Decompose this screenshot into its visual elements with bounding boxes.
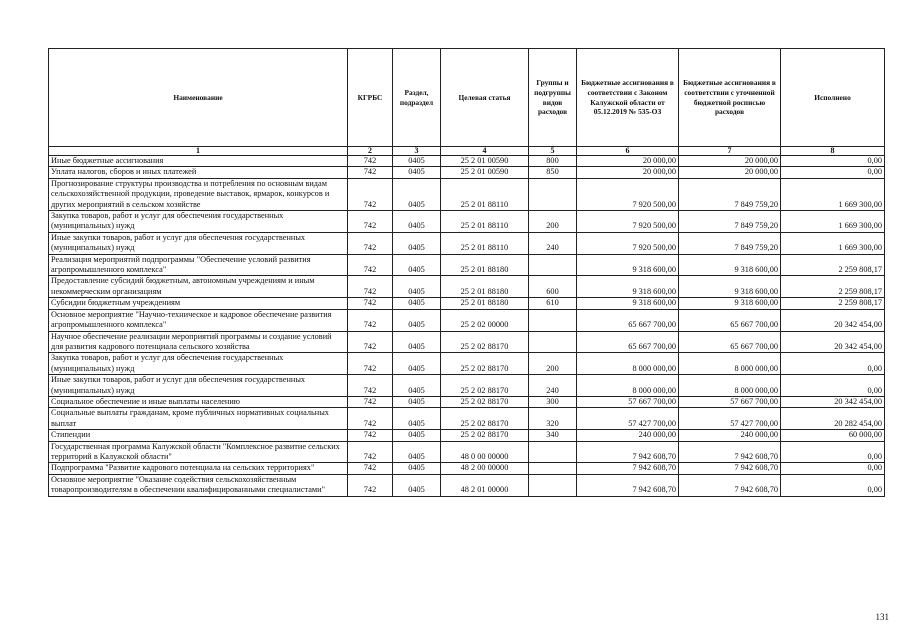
cell-law-allocation: 20 000,00 bbox=[577, 167, 679, 178]
cell-revised-allocation: 7 849 759,20 bbox=[679, 232, 781, 254]
header-executed: Исполнено bbox=[781, 49, 885, 147]
cell-executed: 1 669 300,00 bbox=[781, 211, 885, 233]
cell-name: Научное обеспечение реализации мероприятий программы и создание условий для развития кадрового потенциала сельского хозяйства bbox=[49, 331, 348, 353]
budget-execution-table bbox=[48, 48, 885, 497]
table-header-row bbox=[49, 49, 885, 147]
cell-section: 0405 bbox=[393, 474, 441, 496]
column-number: 1 bbox=[49, 147, 348, 156]
cell-revised-allocation: 7 849 759,20 bbox=[679, 178, 781, 210]
cell-law-allocation: 9 318 600,00 bbox=[577, 254, 679, 276]
cell-revised-allocation: 7 849 759,20 bbox=[679, 211, 781, 233]
cell-target-article: 25 2 01 00590 bbox=[441, 167, 529, 178]
cell-revised-allocation: 9 318 600,00 bbox=[679, 298, 781, 309]
cell-name: Основное мероприятие "Научно-техническое и кадровое обеспечение развития агропромышленного комплекса" bbox=[49, 309, 348, 331]
table-row bbox=[49, 276, 885, 298]
cell-name: Основное мероприятие "Оказание содействия сельскохозяйственным товаропроизводителям в обеспечении квалифицированными специалистами" bbox=[49, 474, 348, 496]
cell-kgrbs: 742 bbox=[348, 309, 393, 331]
budget-table-sheet bbox=[48, 48, 884, 497]
cell-section: 0405 bbox=[393, 178, 441, 210]
cell-name: Предоставление субсидий бюджетным, автономным учреждениям и иным некоммерческим организациям bbox=[49, 276, 348, 298]
cell-executed: 1 669 300,00 bbox=[781, 178, 885, 210]
header-revised-allocations: Бюджетные ассигнования в соответствии с уточненной бюджетной росписью расходов bbox=[679, 49, 781, 147]
cell-executed: 1 669 300,00 bbox=[781, 232, 885, 254]
column-number: 7 bbox=[679, 147, 781, 156]
cell-kgrbs: 742 bbox=[348, 167, 393, 178]
table-row bbox=[49, 463, 885, 474]
cell-executed: 0,00 bbox=[781, 375, 885, 397]
cell-kgrbs: 742 bbox=[348, 178, 393, 210]
cell-law-allocation: 7 920 500,00 bbox=[577, 211, 679, 233]
cell-section: 0405 bbox=[393, 254, 441, 276]
cell-kgrbs: 742 bbox=[348, 396, 393, 407]
cell-executed: 2 259 808,17 bbox=[781, 298, 885, 309]
cell-executed: 2 259 808,17 bbox=[781, 276, 885, 298]
cell-executed: 20 282 454,00 bbox=[781, 408, 885, 430]
cell-law-allocation: 7 942 608,70 bbox=[577, 474, 679, 496]
table-row bbox=[49, 430, 885, 441]
cell-target-article: 25 2 01 88110 bbox=[441, 232, 529, 254]
cell-section: 0405 bbox=[393, 167, 441, 178]
cell-name: Закупка товаров, работ и услуг для обеспечения государственных (муниципальных) нужд bbox=[49, 353, 348, 375]
cell-executed: 20 342 454,00 bbox=[781, 396, 885, 407]
table-row bbox=[49, 232, 885, 254]
column-number: 3 bbox=[393, 147, 441, 156]
cell-name: Реализация мероприятий подпрограммы "Обеспечение условий развития агропромышленного комплекса" bbox=[49, 254, 348, 276]
table-body bbox=[49, 156, 885, 497]
cell-kgrbs: 742 bbox=[348, 276, 393, 298]
cell-target-article: 25 2 02 88170 bbox=[441, 353, 529, 375]
cell-expense-group: 610 bbox=[529, 298, 577, 309]
cell-executed: 0,00 bbox=[781, 474, 885, 496]
cell-revised-allocation: 57 667 700,00 bbox=[679, 396, 781, 407]
cell-law-allocation: 8 000 000,00 bbox=[577, 375, 679, 397]
cell-expense-group bbox=[529, 441, 577, 463]
cell-section: 0405 bbox=[393, 276, 441, 298]
cell-executed: 0,00 bbox=[781, 463, 885, 474]
cell-expense-group bbox=[529, 309, 577, 331]
table-row bbox=[49, 353, 885, 375]
cell-executed: 0,00 bbox=[781, 441, 885, 463]
table-row bbox=[49, 331, 885, 353]
cell-law-allocation: 57 667 700,00 bbox=[577, 396, 679, 407]
cell-revised-allocation: 65 667 700,00 bbox=[679, 309, 781, 331]
header-name: Наименование bbox=[49, 49, 348, 147]
cell-executed: 20 342 454,00 bbox=[781, 309, 885, 331]
cell-name: Прогнозирование структуры производства и потребления по основным видам сельскохозяйственной продукции, проведение выставок, ярмарок, конкурсов и других мероприятий в сельском хозяйстве bbox=[49, 178, 348, 210]
cell-name: Стипендии bbox=[49, 430, 348, 441]
cell-target-article: 25 2 01 00590 bbox=[441, 156, 529, 167]
cell-name: Социальные выплаты гражданам, кроме публичных нормативных социальных выплат bbox=[49, 408, 348, 430]
cell-target-article: 25 2 01 88110 bbox=[441, 211, 529, 233]
cell-target-article: 48 2 00 00000 bbox=[441, 463, 529, 474]
cell-target-article: 25 2 01 88110 bbox=[441, 178, 529, 210]
cell-name: Уплата налогов, сборов и иных платежей bbox=[49, 167, 348, 178]
cell-kgrbs: 742 bbox=[348, 430, 393, 441]
cell-section: 0405 bbox=[393, 463, 441, 474]
cell-name: Социальное обеспечение и иные выплаты населению bbox=[49, 396, 348, 407]
column-number: 8 bbox=[781, 147, 885, 156]
table-row bbox=[49, 156, 885, 167]
cell-law-allocation: 57 427 700,00 bbox=[577, 408, 679, 430]
table-row bbox=[49, 211, 885, 233]
cell-revised-allocation: 7 942 608,70 bbox=[679, 474, 781, 496]
cell-target-article: 25 2 02 88170 bbox=[441, 375, 529, 397]
header-expense-groups: Группы и подгруппы видов расходов bbox=[529, 49, 577, 147]
cell-executed: 0,00 bbox=[781, 353, 885, 375]
cell-expense-group: 600 bbox=[529, 276, 577, 298]
cell-executed: 60 000,00 bbox=[781, 430, 885, 441]
cell-name: Субсидии бюджетным учреждениям bbox=[49, 298, 348, 309]
cell-target-article: 48 2 01 00000 bbox=[441, 474, 529, 496]
header-target-article: Целевая статья bbox=[441, 49, 529, 147]
column-number: 5 bbox=[529, 147, 577, 156]
cell-law-allocation: 65 667 700,00 bbox=[577, 309, 679, 331]
cell-kgrbs: 742 bbox=[348, 156, 393, 167]
cell-revised-allocation: 9 318 600,00 bbox=[679, 254, 781, 276]
cell-target-article: 25 2 02 00000 bbox=[441, 309, 529, 331]
cell-expense-group bbox=[529, 254, 577, 276]
cell-name: Иные закупки товаров, работ и услуг для обеспечения государственных (муниципальных) нужд bbox=[49, 232, 348, 254]
cell-section: 0405 bbox=[393, 408, 441, 430]
cell-expense-group: 800 bbox=[529, 156, 577, 167]
cell-revised-allocation: 20 000,00 bbox=[679, 156, 781, 167]
cell-executed: 2 259 808,17 bbox=[781, 254, 885, 276]
cell-section: 0405 bbox=[393, 232, 441, 254]
cell-law-allocation: 9 318 600,00 bbox=[577, 276, 679, 298]
cell-law-allocation: 240 000,00 bbox=[577, 430, 679, 441]
cell-kgrbs: 742 bbox=[348, 211, 393, 233]
cell-name: Подпрограмма "Развитие кадрового потенциала на сельских территориях" bbox=[49, 463, 348, 474]
header-kgrbs: КГРБС bbox=[348, 49, 393, 147]
table-row bbox=[49, 298, 885, 309]
table-row bbox=[49, 474, 885, 496]
cell-law-allocation: 20 000,00 bbox=[577, 156, 679, 167]
cell-section: 0405 bbox=[393, 211, 441, 233]
cell-revised-allocation: 9 318 600,00 bbox=[679, 276, 781, 298]
cell-executed: 20 342 454,00 bbox=[781, 331, 885, 353]
cell-target-article: 25 2 01 88180 bbox=[441, 254, 529, 276]
cell-revised-allocation: 8 000 000,00 bbox=[679, 375, 781, 397]
table-row bbox=[49, 178, 885, 210]
column-number: 2 bbox=[348, 147, 393, 156]
cell-law-allocation: 8 000 000,00 bbox=[577, 353, 679, 375]
page-number: 131 bbox=[875, 612, 889, 622]
cell-executed: 0,00 bbox=[781, 156, 885, 167]
cell-kgrbs: 742 bbox=[348, 375, 393, 397]
cell-kgrbs: 742 bbox=[348, 474, 393, 496]
cell-expense-group bbox=[529, 474, 577, 496]
cell-expense-group bbox=[529, 463, 577, 474]
cell-section: 0405 bbox=[393, 353, 441, 375]
header-law-allocations: Бюджетные ассигнования в соответствии с Законом Калужской области от 05.12.2019 № 535-ОЗ bbox=[577, 49, 679, 147]
cell-section: 0405 bbox=[393, 375, 441, 397]
cell-law-allocation: 9 318 600,00 bbox=[577, 298, 679, 309]
cell-kgrbs: 742 bbox=[348, 232, 393, 254]
column-number: 6 bbox=[577, 147, 679, 156]
cell-expense-group bbox=[529, 331, 577, 353]
cell-target-article: 25 2 01 88180 bbox=[441, 298, 529, 309]
cell-expense-group: 200 bbox=[529, 211, 577, 233]
cell-section: 0405 bbox=[393, 309, 441, 331]
table-row bbox=[49, 375, 885, 397]
cell-name: Закупка товаров, работ и услуг для обеспечения государственных (муниципальных) нужд bbox=[49, 211, 348, 233]
cell-expense-group: 240 bbox=[529, 375, 577, 397]
cell-section: 0405 bbox=[393, 430, 441, 441]
cell-name: Иные бюджетные ассигнования bbox=[49, 156, 348, 167]
table-row bbox=[49, 408, 885, 430]
cell-target-article: 25 2 02 88170 bbox=[441, 331, 529, 353]
cell-kgrbs: 742 bbox=[348, 353, 393, 375]
table-row bbox=[49, 396, 885, 407]
cell-target-article: 25 2 02 88170 bbox=[441, 430, 529, 441]
cell-law-allocation: 65 667 700,00 bbox=[577, 331, 679, 353]
cell-law-allocation: 7 942 608,70 bbox=[577, 463, 679, 474]
table-row bbox=[49, 167, 885, 178]
cell-expense-group: 300 bbox=[529, 396, 577, 407]
cell-kgrbs: 742 bbox=[348, 441, 393, 463]
cell-name: Иные закупки товаров, работ и услуг для обеспечения государственных (муниципальных) нужд bbox=[49, 375, 348, 397]
cell-kgrbs: 742 bbox=[348, 298, 393, 309]
cell-expense-group: 850 bbox=[529, 167, 577, 178]
cell-section: 0405 bbox=[393, 441, 441, 463]
cell-section: 0405 bbox=[393, 298, 441, 309]
cell-name: Государственная программа Калужской области "Комплексное развитие сельских территорий в Калужской области" bbox=[49, 441, 348, 463]
cell-kgrbs: 742 bbox=[348, 331, 393, 353]
column-number-row bbox=[49, 147, 885, 156]
cell-expense-group: 240 bbox=[529, 232, 577, 254]
cell-target-article: 25 2 02 88170 bbox=[441, 396, 529, 407]
cell-target-article: 25 2 01 88180 bbox=[441, 276, 529, 298]
column-number: 4 bbox=[441, 147, 529, 156]
cell-kgrbs: 742 bbox=[348, 408, 393, 430]
cell-revised-allocation: 20 000,00 bbox=[679, 167, 781, 178]
cell-revised-allocation: 7 942 608,70 bbox=[679, 441, 781, 463]
table-row bbox=[49, 309, 885, 331]
cell-revised-allocation: 8 000 000,00 bbox=[679, 353, 781, 375]
cell-law-allocation: 7 920 500,00 bbox=[577, 232, 679, 254]
cell-expense-group: 320 bbox=[529, 408, 577, 430]
cell-expense-group: 200 bbox=[529, 353, 577, 375]
cell-section: 0405 bbox=[393, 156, 441, 167]
cell-revised-allocation: 7 942 608,70 bbox=[679, 463, 781, 474]
table-row bbox=[49, 441, 885, 463]
cell-executed: 0,00 bbox=[781, 167, 885, 178]
cell-target-article: 48 0 00 00000 bbox=[441, 441, 529, 463]
cell-expense-group: 340 bbox=[529, 430, 577, 441]
cell-section: 0405 bbox=[393, 331, 441, 353]
cell-revised-allocation: 240 000,00 bbox=[679, 430, 781, 441]
cell-law-allocation: 7 920 500,00 bbox=[577, 178, 679, 210]
cell-section: 0405 bbox=[393, 396, 441, 407]
cell-revised-allocation: 65 667 700,00 bbox=[679, 331, 781, 353]
table-row bbox=[49, 254, 885, 276]
cell-kgrbs: 742 bbox=[348, 254, 393, 276]
cell-revised-allocation: 57 427 700,00 bbox=[679, 408, 781, 430]
cell-expense-group bbox=[529, 178, 577, 210]
cell-target-article: 25 2 02 88170 bbox=[441, 408, 529, 430]
cell-kgrbs: 742 bbox=[348, 463, 393, 474]
header-section: Раздел, подраздел bbox=[393, 49, 441, 147]
cell-law-allocation: 7 942 608,70 bbox=[577, 441, 679, 463]
